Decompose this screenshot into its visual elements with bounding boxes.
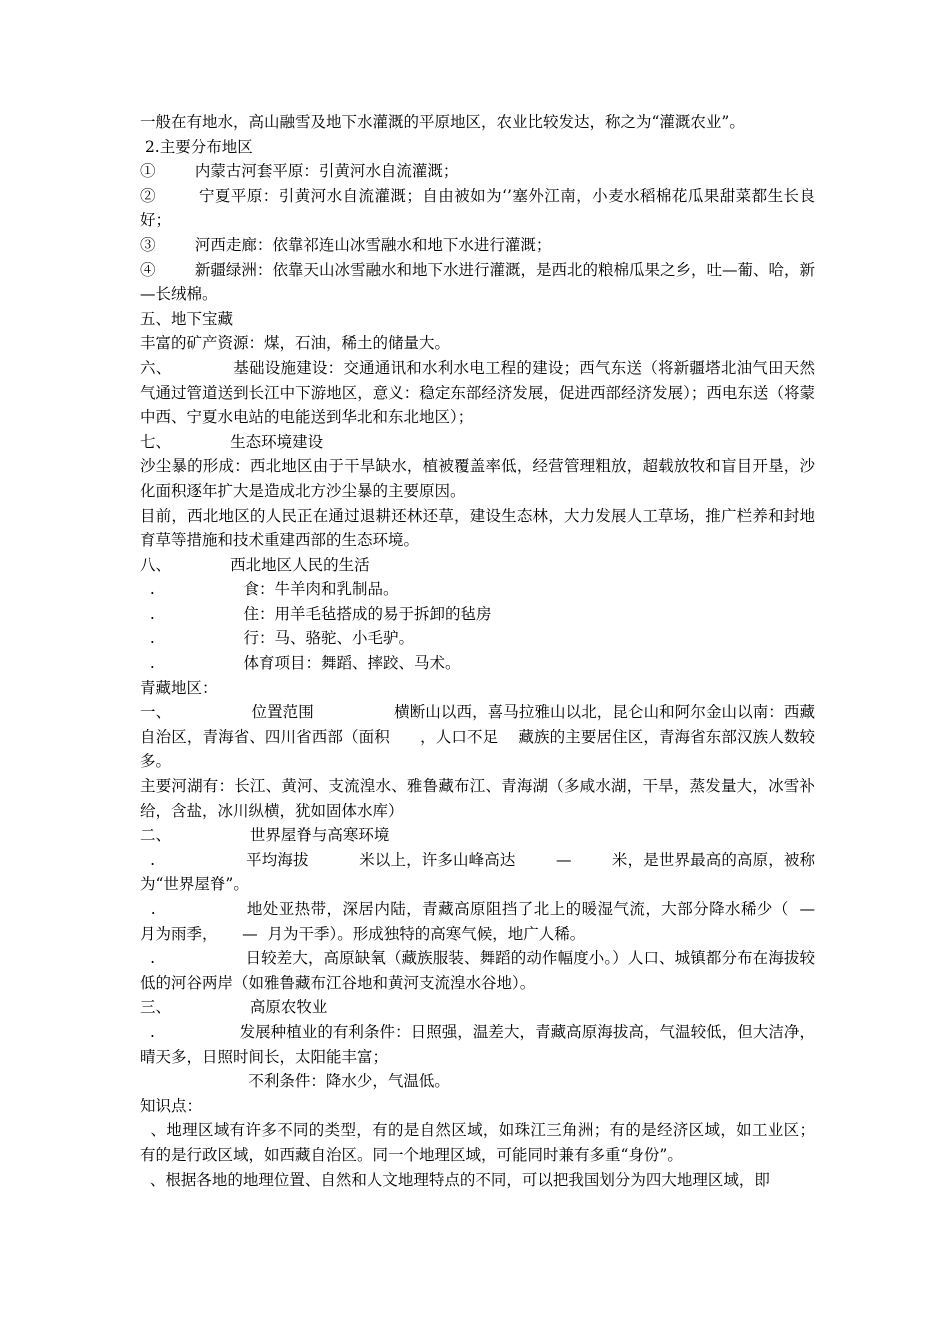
paragraph: 目前，西北地区的人民正在通过退耕还林还草，建设生态林，大力发展人工草场，推广栏养和封地育草等措施和技术重建西部的生态环境。 xyxy=(140,506,815,550)
section-heading: 三、 高原农牧业 xyxy=(140,998,328,1017)
list-item: . 食：牛羊肉和乳制品。 xyxy=(140,580,399,599)
section-heading: 八、 西北地区人民的生活 xyxy=(140,555,370,574)
paragraph: 丰富的矿产资源：煤，石油，稀土的储量大。 xyxy=(140,334,451,353)
paragraph: 一、 位置范围 横断山以西，喜马拉雅山以北，昆仑山和阿尔金山以南：西藏自治区，青海省、四川省西部（面积 ，人口不足 藏族的主要居住区，青海省东部汉族人数较多。 xyxy=(140,703,815,771)
paragraph: 六、 基础设施建设：交通通讯和水利水电工程的建设；西气东送（将新疆塔北油气田天然气通过管道送到长江中下游地区，意义：稳定东部经济发展，促进西部经济发展）；西电东送（将蒙中西、宁夏水电站的电能送到华北和东北地区）； xyxy=(140,358,815,427)
list-item: . 行：马、骆驼、小毛驴。 xyxy=(140,629,414,648)
document-body xyxy=(140,110,830,1192)
section-heading: 二、 世界屋脊与高寒环境 xyxy=(140,826,390,845)
section-heading: 青藏地区： xyxy=(140,678,218,697)
list-item: 不利条件：降水少，气温低。 xyxy=(140,1072,450,1091)
list-item: ④ 新疆绿洲：依靠天山冰雪融水和地下水进行灌溉，是西北的粮棉瓜果之乡，吐—葡、哈，新—长绒棉。 xyxy=(140,260,815,304)
list-item: ① 内蒙古河套平原：引黄河水自流灌溉； xyxy=(140,162,459,181)
list-item: ② 宁夏平原：引黄河水自流灌溉；自由被如为‘’塞外江南，小麦水稻棉花瓜果甜菜都生长良好； xyxy=(140,186,815,230)
list-item: 、根据各地的地理位置、自然和人文地理特点的不同，可以把我国划分为四大地理区域，即 xyxy=(140,1170,770,1189)
list-item: . 地处亚热带，深居内陆，青藏高原阻挡了北上的暖湿气流，大部分降水稀少（ — 月为雨季， — 月为干季）。形成独特的高寒气候，地广人稀。 xyxy=(140,900,830,943)
paragraph: 沙尘暴的形成：西北地区由于干旱缺水，植被覆盖率低，经营管理粗放，超载放牧和盲目开垦，沙化面积逐年扩大是造成北方沙尘暴的主要原因。 xyxy=(140,457,815,500)
section-heading: 七、 生态环境建设 xyxy=(140,432,324,451)
list-item: 、地理区域有许多不同的类型，有的是自然区域，如珠江三角洲；有的是经济区域，如工业区；有的是行政区域，如西藏自治区。同一个地理区域，可能同时兼有多重“身份”。 xyxy=(140,1121,815,1164)
list-item: . 发展种植业的有利条件：日照强，温差大，青藏高原海拔高，气温较低，但大洁净，晴天多，日照时间长，太阳能丰富； xyxy=(140,1022,815,1066)
list-item: . 日较差大，高原缺氧（藏族服装、舞蹈的动作幅度小。）人口、城镇都分布在海拔较低的河谷两岸（如雅鲁藏布江谷地和黄河支流湟水谷地）。 xyxy=(140,949,815,992)
section-heading: 2.主要分布地区 xyxy=(140,137,253,156)
section-heading: 知识点： xyxy=(140,1096,203,1115)
list-item: . 平均海拔 米以上，许多山峰高达 — 米，是世界最高的高原，被称为“世界屋脊”。 xyxy=(140,850,816,894)
list-item: . 体育项目：舞蹈、摔跤、马术。 xyxy=(140,654,461,673)
section-heading: 五、地下宝藏 xyxy=(140,309,234,328)
list-item: . 住：用羊毛毡搭成的易于拆卸的毡房 xyxy=(140,604,492,623)
list-item: ③ 河西走廊：依靠祁连山冰雪融水和地下水进行灌溉； xyxy=(140,235,552,254)
paragraph: 一般在有地水，高山融雪及地下水灌溉的平原地区，农业比较发达，称之为“灌溉农业”。 xyxy=(140,113,745,131)
paragraph: 主要河湖有：长江、黄河、支流湟水、雅鲁藏布江、青海湖（多咸水湖，干旱，蒸发量大，冰雪补给，含盐，冰川纵横，犹如固体水库） xyxy=(140,777,815,820)
